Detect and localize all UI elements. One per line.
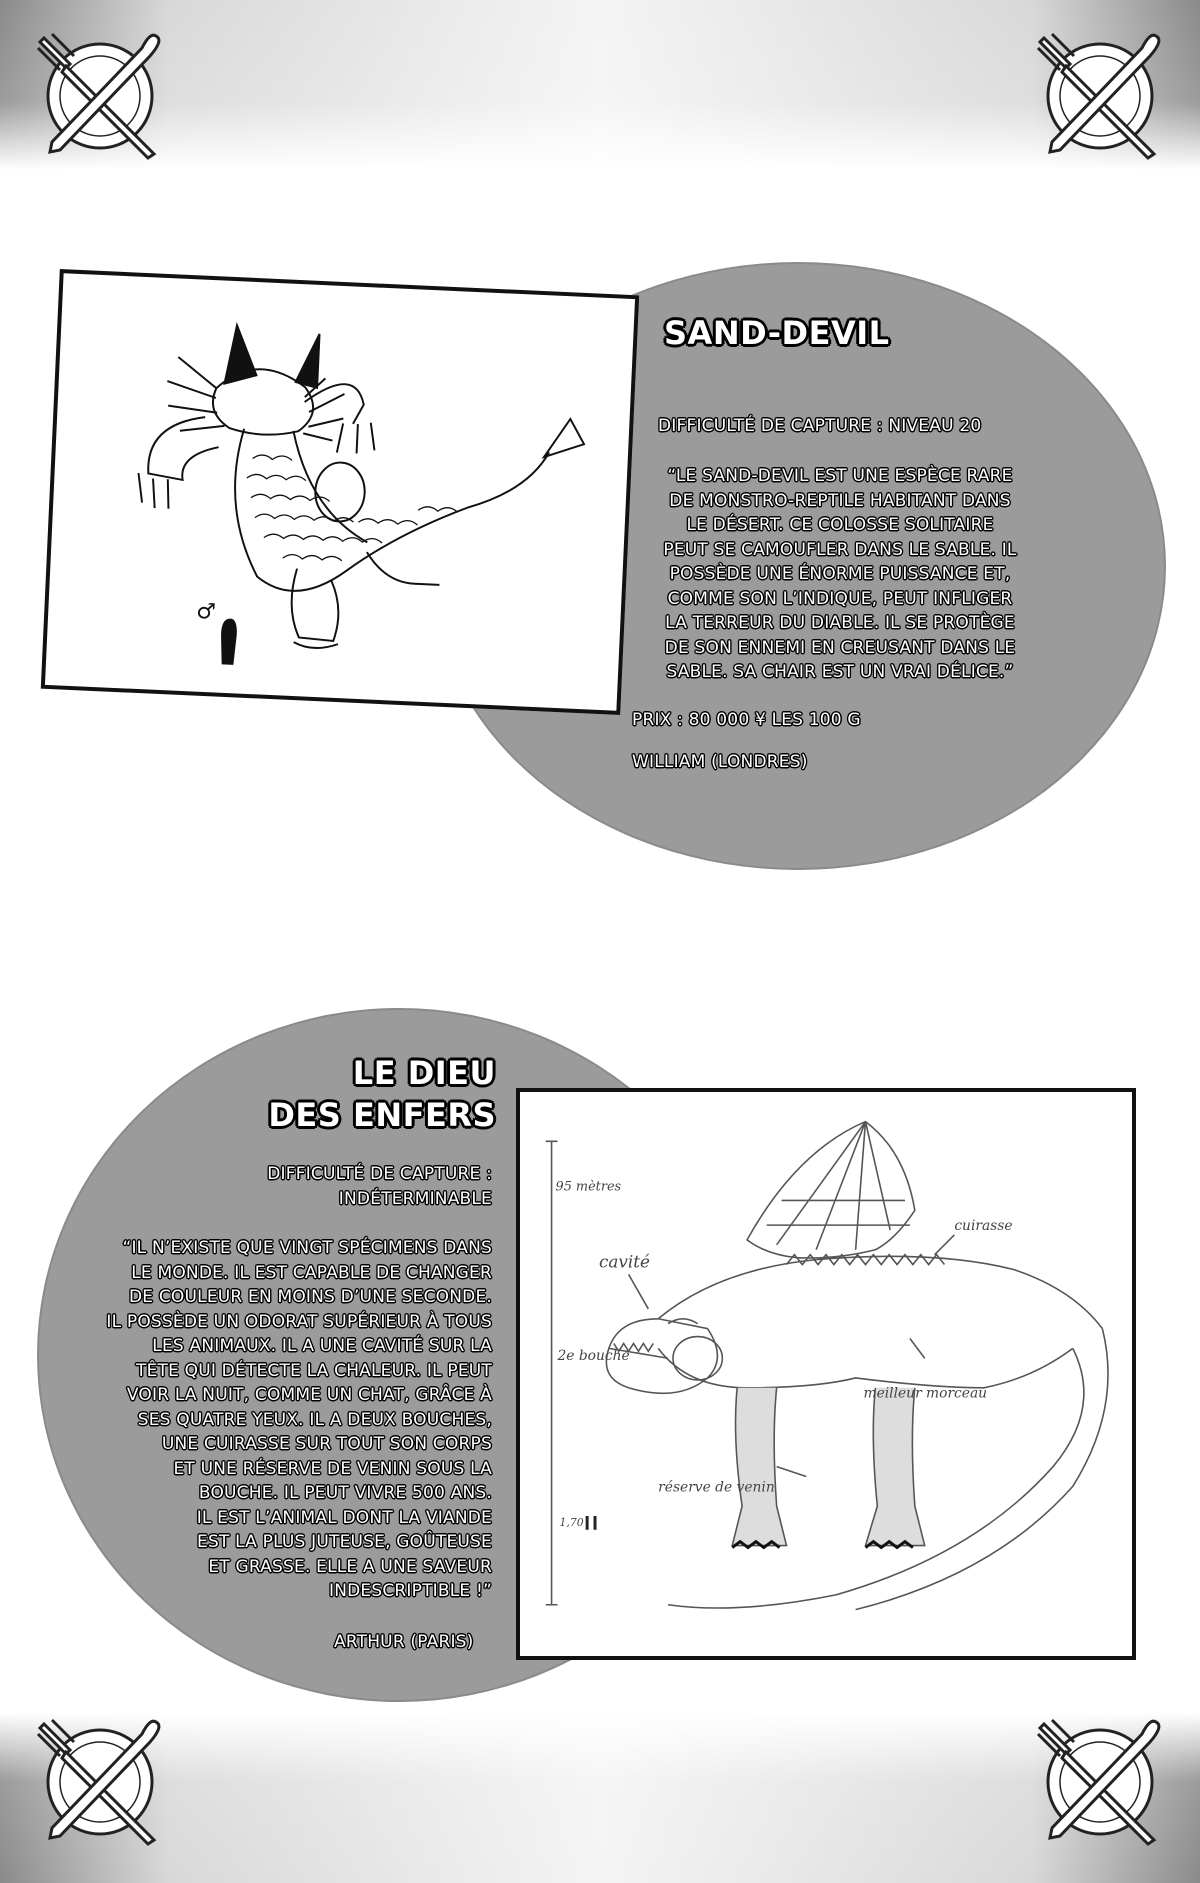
description-line: EST LA PLUS JUTEUSE, GOÛTEUSE xyxy=(197,1532,492,1552)
description-line: IL EST L’ANIMAL DONT LA VIANDE xyxy=(196,1507,492,1528)
scale-label: 95 mètres xyxy=(555,1179,622,1195)
description-line: COMME SON L’INDIQUE, PEUT INFLIGER xyxy=(667,588,1013,609)
description-line: UNE CUIRASSE SUR TOUT SON CORPS xyxy=(161,1434,492,1454)
title-line: DES ENFERS xyxy=(268,1096,496,1134)
dieu-des-enfers-difficulty xyxy=(200,1162,492,1211)
dieu-des-enfers-description xyxy=(60,1236,492,1604)
description-line: TÊTE QUI DÉTECTE LA CHALEUR. IL PEUT xyxy=(135,1360,492,1381)
description-line: INDESCRIPTIBLE !” xyxy=(329,1581,492,1601)
plate-fork-knife-icon xyxy=(30,26,170,166)
armor-label: cuirasse xyxy=(954,1218,1013,1235)
human-height-label: 1,70 xyxy=(559,1515,584,1529)
description-line: PEUT SE CAMOUFLER DANS LE SABLE. IL xyxy=(663,539,1017,560)
description-line: DE SON ENNEMI EN CREUSANT DANS LE xyxy=(664,637,1016,658)
top-gradient-band xyxy=(0,0,1200,170)
description-line: LE DÉSERT. CE COLOSSE SOLITAIRE xyxy=(686,515,994,535)
plate-fork-knife-icon xyxy=(1030,1712,1170,1852)
description-line: DE COULEUR EN MOINS D’UNE SECONDE. xyxy=(129,1287,492,1307)
description-line: IL POSSÈDE UN ODORAT SUPÉRIEUR À TOUS xyxy=(106,1311,492,1332)
difficulty-line: DIFFICULTÉ DE CAPTURE : xyxy=(267,1164,492,1184)
venom-reserve-label: réserve de venin xyxy=(658,1479,775,1496)
description-line: SABLE. SA CHAIR EST UN VRAI DÉLICE.” xyxy=(666,662,1014,682)
description-line: ET GRASSE. ELLE A UNE SAVEUR xyxy=(208,1556,492,1577)
sand-devil-difficulty: DIFFICULTÉ DE CAPTURE : NIVEAU 20 xyxy=(658,416,982,436)
dieu-des-enfers-drawing xyxy=(516,1088,1136,1660)
description-line: LES ANIMAUX. IL A UNE CAVITÉ SUR LA xyxy=(152,1336,492,1356)
male-symbol-label: ♂ xyxy=(195,599,217,625)
difficulty-line: INDÉTERMINABLE xyxy=(338,1188,492,1209)
sand-devil-drawing xyxy=(41,269,639,715)
sand-devil-price: PRIX : 80 000 ¥ LES 100 G xyxy=(632,710,861,730)
dieu-des-enfers-title xyxy=(230,1052,496,1136)
description-line: LA TERREUR DU DIABLE. IL SE PROTÈGE xyxy=(665,613,1015,633)
bottom-gradient-band xyxy=(0,1713,1200,1883)
description-line: VOIR LA NUIT, COMME UN CHAT, GRÂCE À xyxy=(126,1385,492,1405)
title-line: LE DIEU xyxy=(352,1054,496,1092)
plate-fork-knife-icon xyxy=(1030,26,1170,166)
description-line: ET UNE RÉSERVE DE VENIN SOUS LA xyxy=(173,1458,492,1479)
sand-devil-author: WILLIAM (LONDRES) xyxy=(632,752,808,772)
second-mouth-label: 2e bouche xyxy=(557,1348,630,1365)
description-line: BOUCHE. IL PEUT VIVRE 500 ANS. xyxy=(198,1483,492,1503)
description-line: POSSÈDE UNE ÉNORME PUISSANCE ET, xyxy=(669,564,1011,584)
cavity-label: cavité xyxy=(598,1251,650,1272)
description-line: “IL N’EXISTE QUE VINGT SPÉCIMENS DANS xyxy=(122,1238,492,1258)
plate-fork-knife-icon xyxy=(30,1712,170,1852)
sand-devil-description xyxy=(630,464,1050,685)
best-cut-label: meilleur morceau xyxy=(863,1385,988,1402)
description-line: DE MONSTRO-REPTILE HABITANT DANS xyxy=(669,490,1011,511)
description-line: “LE SAND-DEVIL EST UNE ESPÈCE RARE xyxy=(667,466,1013,486)
sand-devil-title: SAND-DEVIL xyxy=(664,314,890,352)
description-line: SES QUATRE YEUX. IL A DEUX BOUCHES, xyxy=(137,1409,492,1430)
description-line: LE MONDE. IL EST CAPABLE DE CHANGER xyxy=(131,1262,492,1283)
dieu-des-enfers-author: ARTHUR (PARIS) xyxy=(334,1632,474,1652)
